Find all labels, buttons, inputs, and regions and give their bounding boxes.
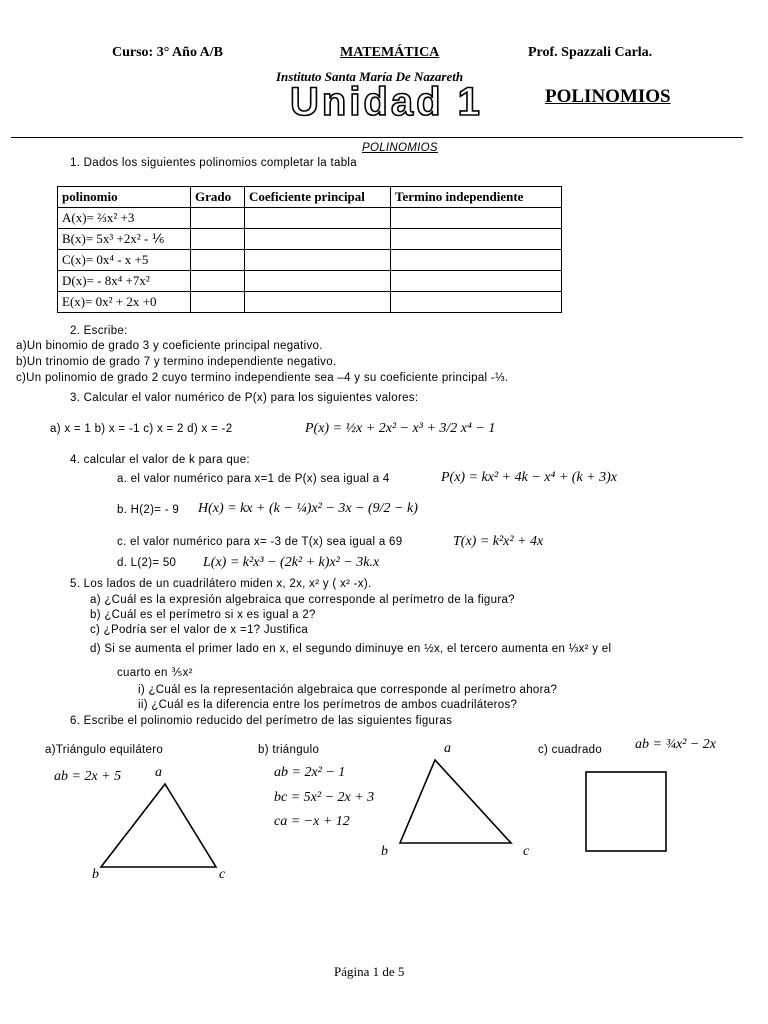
question-3-title: 3. Calcular el valor numérico de P(x) para los siguientes valores: bbox=[70, 392, 419, 404]
institute-name: Instituto Santa María De Nazareth bbox=[276, 69, 464, 84]
col-polinomio: polinomio bbox=[58, 187, 191, 208]
question-2-title: 2. Escribe: bbox=[70, 325, 128, 337]
polynomial-cell: C(x)= 0x⁴ - x +5 bbox=[58, 250, 191, 271]
vertex-c-label: c bbox=[523, 844, 530, 859]
question-4b-text: b. H(2)= - 9 bbox=[117, 504, 180, 516]
vertex-b-label: b bbox=[92, 867, 99, 882]
polynomial-cell: E(x)= 0x² + 2x +0 bbox=[58, 292, 191, 313]
section-title: POLINOMIOS bbox=[362, 142, 438, 154]
figure-a-label: a)Triángulo equilátero bbox=[45, 744, 164, 756]
question-4c-text: c. el valor numérico para x= -3 de T(x) sea igual a 69 bbox=[117, 536, 403, 548]
figure-b-label: b) triángulo bbox=[258, 744, 320, 756]
col-coeficiente: Coeficiente principal bbox=[245, 187, 391, 208]
vertex-a-label: a bbox=[444, 741, 451, 756]
polynomial-cell: D(x)= - 8x⁴ +7x² bbox=[58, 271, 191, 292]
vertex-a-label: a bbox=[155, 765, 162, 780]
figure-b-equation-1: ab = 2x² − 1 bbox=[274, 765, 346, 780]
col-grado: Grado bbox=[191, 187, 245, 208]
question-2a: a)Un binomio de grado 3 y coeficiente principal negativo. bbox=[16, 340, 323, 352]
question-4d-formula: L(x) = k²x³ − (2k² + k)x² − 3k.x bbox=[203, 555, 380, 570]
question-3-values: a) x = 1 b) x = -1 c) x = 2 d) x = -2 bbox=[50, 423, 233, 435]
question-3-formula: P(x) = ½x + 2x² − x³ + 3/2 x⁴ − 1 bbox=[305, 421, 496, 436]
figure-a-equation: ab = 2x + 5 bbox=[54, 769, 122, 784]
figure-c-label: c) cuadrado bbox=[538, 744, 603, 756]
vertex-c-label: c bbox=[219, 867, 226, 882]
teacher-name: Prof. Spazzali Carla. bbox=[528, 45, 653, 60]
unit-title: Unidad 1 bbox=[290, 80, 483, 124]
question-4-title: 4. calcular el valor de k para que: bbox=[70, 454, 250, 466]
polynomial-cell: B(x)= 5x³ +2x² - ⅙ bbox=[58, 229, 191, 250]
question-4b-formula: H(x) = kx + (k − ¼)x² − 3x − (9/2 − k) bbox=[198, 501, 418, 516]
question-5d-line2: cuarto en ⅗x² bbox=[117, 667, 193, 679]
question-2c: c)Un polinomio de grado 2 cuyo termino independiente sea –4 y su coeficiente principal -⅓. bbox=[16, 372, 509, 384]
question-1-text: 1. Dados los siguientes polinomios completar la tabla bbox=[70, 157, 357, 169]
figure-b-equation-2: bc = 5x² − 2x + 3 bbox=[274, 790, 375, 805]
question-2b: b)Un trinomio de grado 7 y termino independiente negativo. bbox=[16, 356, 337, 368]
question-6-title: 6. Escribe el polinomio reducido del perímetro de las siguientes figuras bbox=[70, 715, 453, 727]
figure-c-equation: ab = ¾x² − 2x bbox=[635, 737, 717, 752]
question-5a: a) ¿Cuál es la expresión algebraica que corresponde al perímetro de la figura? bbox=[90, 594, 515, 606]
question-5i: i) ¿Cuál es la representación algebraica que corresponde al perímetro ahora? bbox=[138, 684, 558, 696]
question-4d-text: d. L(2)= 50 bbox=[117, 557, 177, 569]
polynomial-cell: A(x)= ⅔x² +3 bbox=[58, 208, 191, 229]
figure-b-equation-3: ca = −x + 12 bbox=[274, 814, 350, 829]
equilateral-triangle bbox=[101, 784, 216, 867]
question-4a-text: a. el valor numérico para x=1 de P(x) sea igual a 4 bbox=[117, 473, 390, 485]
question-4a-formula: P(x) = kx² + 4k − x⁴ + (k + 3)x bbox=[441, 470, 617, 485]
subject-title: MATEMÁTICA bbox=[340, 45, 440, 60]
question-5ii: ii) ¿Cuál es la diferencia entre los perímetros de ambos cuadriláteros? bbox=[138, 699, 518, 711]
question-5c: c) ¿Podría ser el valor de x =1? Justifica bbox=[90, 624, 309, 636]
question-5b: b) ¿Cuál es el perímetro si x es igual a 2? bbox=[90, 609, 316, 621]
topic-title: POLINOMIOS bbox=[545, 86, 671, 107]
vertex-b-label: b bbox=[381, 844, 388, 859]
course-label: Curso: 3° Año A/B bbox=[112, 45, 224, 60]
page-number: Página 1 de 5 bbox=[334, 964, 405, 979]
square bbox=[586, 772, 666, 851]
question-5-title: 5. Los lados de un cuadrilátero miden x, 2x, x² y ( x² -x). bbox=[70, 578, 372, 590]
triangle bbox=[400, 760, 511, 843]
question-4c-formula: T(x) = k²x² + 4x bbox=[453, 534, 544, 549]
col-termino: Termino independiente bbox=[391, 187, 562, 208]
question-5d-line1: d) Si se aumenta el primer lado en x, el segundo diminuye en ½x, el tercero aumenta en ⅓x² y el bbox=[90, 643, 612, 655]
